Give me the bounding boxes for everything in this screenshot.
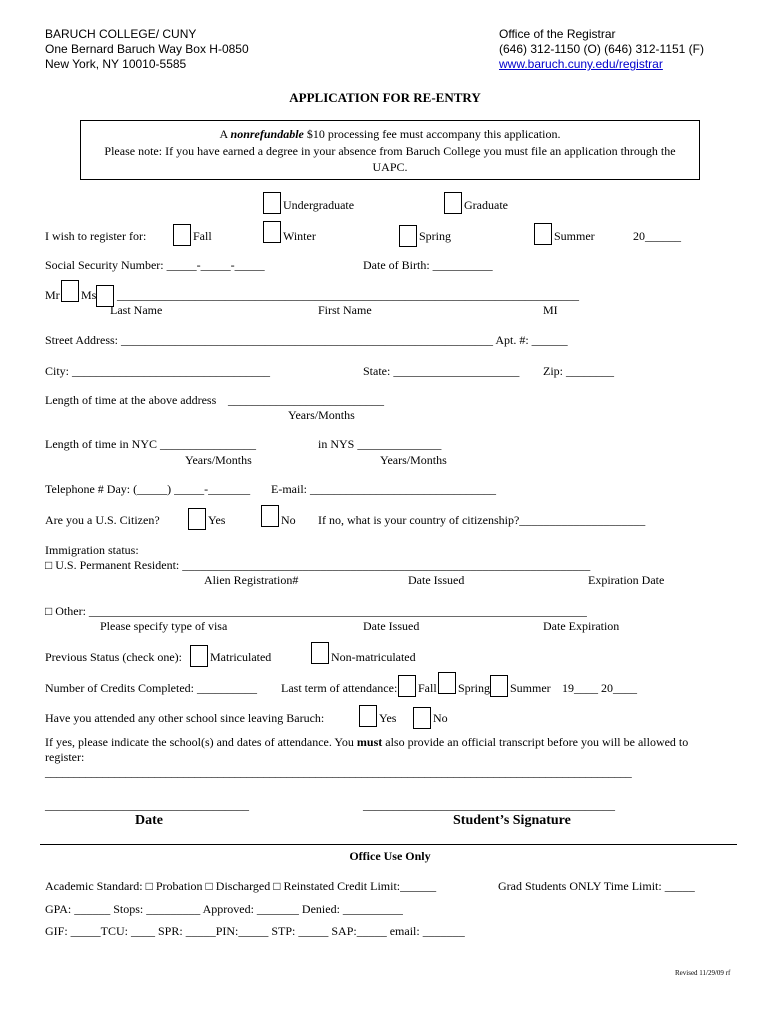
grad-time-limit-row: Grad Students ONLY Time Limit: _____: [498, 879, 695, 893]
undergraduate-checkbox[interactable]: [263, 192, 281, 214]
length-nys-caption: Years/Months: [380, 453, 447, 467]
citizenship-country-field[interactable]: If no, what is your country of citizenship?_____________________: [318, 513, 646, 527]
permanent-resident-field[interactable]: □ U.S. Permanent Resident: ____________________________________________________________________: [45, 558, 591, 572]
fall-label: Fall: [193, 229, 212, 243]
citizen-label: Are you a U.S. Citizen?: [45, 513, 160, 527]
undergraduate-label: Undergraduate: [283, 198, 355, 212]
last-term-fall-label: Fall: [418, 681, 437, 695]
fall-checkbox[interactable]: [173, 224, 191, 246]
fee-notice-box: [80, 120, 700, 180]
citizen-yes-checkbox[interactable]: [188, 508, 206, 530]
last-term-fall-checkbox[interactable]: [398, 675, 416, 697]
college-street: One Bernard Baruch Way Box H-0850: [45, 42, 249, 56]
other-visa-field[interactable]: □ Other: ___________________________________________________________________________________: [45, 604, 587, 618]
street-address-field[interactable]: Street Address: ______________________________________________________________ Apt. #: ______: [45, 333, 568, 347]
matriculated-checkbox[interactable]: [190, 645, 208, 667]
last-name-caption: Last Name: [110, 303, 163, 317]
ms-label: Ms: [81, 288, 97, 302]
winter-checkbox[interactable]: [263, 221, 281, 243]
winter-label: Winter: [283, 229, 316, 243]
college-city: New York, NY 10010-5585: [45, 57, 187, 71]
credits-completed-field[interactable]: Number of Credits Completed: __________: [45, 681, 257, 695]
signature-caption: Student’s Signature: [453, 813, 571, 828]
length-nyc-field[interactable]: Length of time in NYC ________________: [45, 437, 256, 451]
summer-checkbox[interactable]: [534, 223, 552, 245]
first-name-caption: First Name: [318, 303, 372, 317]
citizen-no-label: No: [281, 513, 296, 527]
telephone-field[interactable]: Telephone # Day: (_____) _____-_______: [45, 482, 251, 496]
citizen-yes-label: Yes: [208, 513, 226, 527]
previous-status-label: Previous Status (check one):: [45, 650, 182, 664]
spring-checkbox[interactable]: [399, 225, 417, 247]
student-signature-field[interactable]: __________________________________________: [363, 798, 615, 812]
zip-field[interactable]: Zip: ________: [543, 364, 614, 378]
citizen-no-checkbox[interactable]: [261, 505, 279, 527]
date-caption: Date: [135, 813, 163, 828]
last-term-years-field[interactable]: 19____ 20____: [562, 681, 637, 695]
mi-caption: MI: [543, 303, 558, 317]
length-address-label: Length of time at the above address: [45, 393, 217, 407]
matriculated-label: Matriculated: [210, 650, 272, 664]
last-term-spring-label: Spring: [458, 681, 491, 695]
school-attendance-field[interactable]: ______________________________________________________________________________________________________: [45, 765, 632, 779]
last-term-label: Last term of attendance:: [281, 681, 398, 695]
length-nys-field[interactable]: in NYS ______________: [318, 437, 442, 451]
office-use-divider: [40, 844, 737, 845]
dob-field[interactable]: Date of Birth: __________: [363, 258, 493, 272]
non-matriculated-checkbox[interactable]: [311, 642, 329, 664]
immigration-label: Immigration status:: [45, 543, 139, 557]
last-term-summer-checkbox[interactable]: [490, 675, 508, 697]
registrar-link[interactable]: www.baruch.cuny.edu/registrar: [499, 57, 663, 71]
graduate-label: Graduate: [464, 198, 508, 212]
name-field[interactable]: _____________________________________________________________________________: [117, 288, 579, 302]
visa-date-expiration-caption: Date Expiration: [543, 619, 620, 633]
length-address-field[interactable]: __________________________: [228, 393, 384, 407]
form-title: APPLICATION FOR RE-ENTRY: [289, 90, 481, 105]
ssn-field[interactable]: Social Security Number: _____-_____-_____: [45, 258, 265, 272]
state-field[interactable]: State: _____________________: [363, 364, 520, 378]
other-school-no-label: No: [433, 711, 448, 725]
email-field[interactable]: E-mail: _______________________________: [271, 482, 496, 496]
mr-checkbox[interactable]: [61, 280, 79, 302]
codes-row: GIF: _____TCU: ____ SPR: _____PIN:_____ STP: _____ SAP:_____ email: _______: [45, 924, 465, 938]
length-nyc-caption: Years/Months: [185, 453, 252, 467]
mr-label: Mr: [45, 288, 60, 302]
length-address-caption: Years/Months: [288, 408, 355, 422]
register-year-field[interactable]: 20______: [633, 229, 681, 243]
spring-label: Spring: [419, 229, 452, 243]
visa-type-caption: Please specify type of visa: [100, 619, 228, 633]
other-school-yes-label: Yes: [379, 711, 397, 725]
academic-standard-row: Academic Standard: □ Probation □ Discharged □ Reinstated Credit Limit:______: [45, 879, 437, 893]
other-school-label: Have you attended any other school since leaving Baruch:: [45, 711, 325, 725]
registrar-phone: (646) 312-1150 (O) (646) 312-1151 (F): [499, 42, 704, 56]
last-term-summer-label: Summer: [510, 681, 551, 695]
alien-registration-caption: Alien Registration#: [204, 573, 299, 587]
summer-label: Summer: [554, 229, 595, 243]
expiration-date-caption: Expiration Date: [588, 573, 665, 587]
transcript-instructions: If yes, please indicate the school(s) and dates of attendance. You must also provide an official transcript before you will be allowed to: [45, 735, 689, 749]
visa-date-issued-caption: Date Issued: [363, 619, 420, 633]
graduate-checkbox[interactable]: [444, 192, 462, 214]
date-issued-caption: Date Issued: [408, 573, 465, 587]
gpa-row: GPA: ______ Stops: _________ Approved: _______ Denied: __________: [45, 902, 403, 916]
fee-notice-line3: UAPC.: [372, 160, 408, 174]
non-matriculated-label: Non-matriculated: [331, 650, 416, 664]
office-use-title: Office Use Only: [349, 849, 431, 863]
city-field[interactable]: City: _________________________________: [45, 364, 271, 378]
last-term-spring-checkbox[interactable]: [438, 672, 456, 694]
revision-note: Revised 11/29/09 rf: [675, 969, 731, 977]
other-school-no-checkbox[interactable]: [413, 707, 431, 729]
fee-notice-line1: A nonrefundable $10 processing fee must accompany this application.: [219, 127, 561, 141]
fee-notice-line2: Please note: If you have earned a degree in your absence from Baruch College you must file an application through the: [104, 144, 676, 158]
registrar-office: Office of the Registrar: [499, 27, 616, 41]
other-school-yes-checkbox[interactable]: [359, 705, 377, 727]
register-for-label: I wish to register for:: [45, 229, 147, 243]
transcript-instructions-line2: register:: [45, 750, 85, 764]
date-signature-field[interactable]: __________________________________: [45, 798, 249, 812]
college-name: BARUCH COLLEGE/ CUNY: [45, 27, 197, 41]
